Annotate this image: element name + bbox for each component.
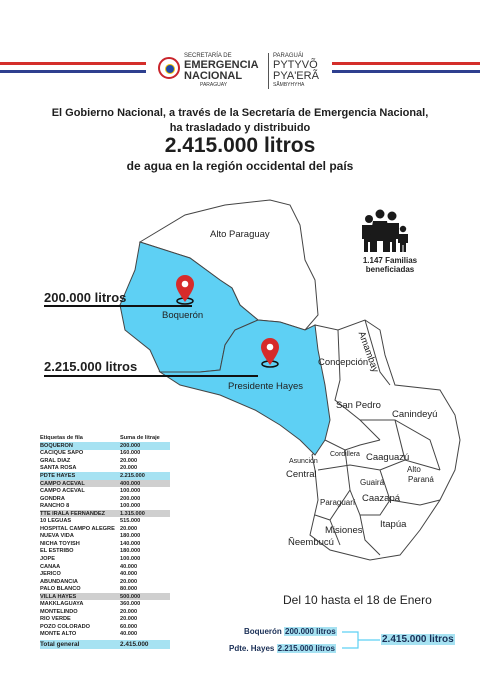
table-cell-value: 40.000 <box>120 571 138 578</box>
table-cell-name: NUEVA VIDA <box>40 533 74 540</box>
table-cell-value: 60.000 <box>120 623 138 630</box>
table-cell-value: 20.000 <box>120 616 138 623</box>
table-row <box>40 570 170 578</box>
table-row <box>40 495 170 503</box>
table-row <box>40 616 170 624</box>
summary-hayes-label: Pdte. Hayes <box>229 644 275 653</box>
table-cell-value: 20.000 <box>120 465 138 472</box>
table-cell-name: RIO VERDE <box>40 616 71 623</box>
table-cell-name: GONDRA <box>40 495 65 502</box>
summary-boqueron-label: Boquerón <box>244 627 282 636</box>
table-cell-value: 180.000 <box>120 548 141 555</box>
guarani-line1: PARAGUÁI <box>273 53 304 59</box>
table-cell-value: 200.000 <box>120 442 141 449</box>
label-amambay: Amambay <box>355 330 381 374</box>
label-caaguazu: Caaguazú <box>366 452 410 463</box>
label-neembucu: Ñeembucú <box>288 537 334 548</box>
table-cell-value: 100.000 <box>120 503 141 510</box>
table-cell-value: 1.315.000 <box>120 510 145 517</box>
table-row <box>40 472 170 480</box>
table-cell-name: HOSPITAL CAMPO ALEGRE <box>40 525 115 532</box>
headline-line2: ha trasladado y distribuido <box>169 122 311 134</box>
hayes-pin-icon <box>261 338 279 367</box>
table-cell-value: 20.000 <box>120 457 138 464</box>
table-cell-name: MONTELINDO <box>40 608 78 615</box>
summary-hayes <box>229 644 336 653</box>
table-cell-value: 20.000 <box>120 525 138 532</box>
org-line4: PARAGUAY <box>200 82 228 88</box>
table-cell-value: 400.000 <box>120 480 141 487</box>
table-cell-name: EL ESTRIBO <box>40 548 74 555</box>
table-cell-name: CAMPO ACEVAL <box>40 480 85 487</box>
table-cell-value: 20.000 <box>120 578 138 585</box>
families-count: 1.147 Familias <box>362 256 418 265</box>
table-cell-name: CAMPO ACEVAL <box>40 488 85 495</box>
table-row <box>40 487 170 495</box>
table-cell-name: PDTE HAYES <box>40 472 76 479</box>
guarani-line3: PYA'ERÃ <box>273 70 319 82</box>
summary-boqueron <box>244 627 337 636</box>
table-row <box>40 442 170 450</box>
table-col1-header: Etiquetas de fila <box>40 434 83 441</box>
table-cell-name: MONTE ALTO <box>40 631 77 638</box>
headline-line3: de agua en la región occidental del país <box>126 159 354 173</box>
table-total-row <box>40 640 170 649</box>
table-cell-name: TTE IRALA FERNANDEZ <box>40 510 106 517</box>
org-line2: EMERGENCIA <box>184 59 259 71</box>
table-row <box>40 525 170 533</box>
table-cell-name: CANAA <box>40 563 61 570</box>
table-row <box>40 600 170 608</box>
table-total-value: 2.415.000 <box>120 641 149 649</box>
date-range: Del 10 hasta el 18 de Enero <box>283 593 432 607</box>
table-row <box>40 533 170 541</box>
table-cell-name: PALO BLANCO <box>40 586 81 593</box>
table-row <box>40 457 170 465</box>
table-row <box>40 585 170 593</box>
table-cell-name: JERICO <box>40 571 61 578</box>
families-caption: beneficiadas <box>365 265 415 274</box>
label-guaira: Guairá <box>360 478 385 487</box>
table-col2-header: Suma de litraje <box>120 434 160 441</box>
table-row <box>40 608 170 616</box>
label-caazapa: Caazapá <box>362 493 401 504</box>
table-cell-value: 20.000 <box>120 608 138 615</box>
table-cell-value: 80.000 <box>120 586 138 593</box>
table-cell-value: 180.000 <box>120 533 141 540</box>
summary-total-value: 2.415.000 litros <box>382 634 454 645</box>
label-alto-paraguay: Alto Paraguay <box>210 229 270 240</box>
table-row <box>40 480 170 488</box>
table-row <box>40 465 170 473</box>
summary-hayes-value: 2.215.000 litros <box>277 644 335 653</box>
label-presidente-hayes: Presidente Hayes <box>228 381 303 392</box>
table-cell-name: POZO COLORADO <box>40 623 91 630</box>
label-san-pedro: San Pedro <box>336 400 381 411</box>
table-cell-value: 500.000 <box>120 593 141 600</box>
table-cell-value: 100.000 <box>120 555 141 562</box>
org-line3: NACIONAL <box>184 70 243 82</box>
table-row <box>40 548 170 556</box>
summary-total <box>381 634 455 645</box>
table-cell-value: 40.000 <box>120 631 138 638</box>
table-row <box>40 578 170 586</box>
table-cell-name: MAKKLAGUAYA <box>40 601 84 608</box>
table-header <box>40 433 170 442</box>
guarani-line2: PYTYVÕ <box>273 59 318 71</box>
label-central: Central <box>286 469 317 480</box>
table-cell-value: 2.215.000 <box>120 472 145 479</box>
label-misiones: Misiones <box>325 525 363 536</box>
table-cell-name: CACIQUE SAPO <box>40 450 84 457</box>
summary-boqueron-value: 200.000 litros <box>285 627 336 636</box>
table-row <box>40 631 170 639</box>
org-line1: SECRETARÍA DE <box>184 53 232 59</box>
label-cordillera: Cordillera <box>330 451 360 458</box>
boqueron-liters-label: 200.000 litros <box>44 290 127 305</box>
table-cell-value: 200.000 <box>120 495 141 502</box>
table-total-label: Total general <box>40 641 80 649</box>
table-row <box>40 502 170 510</box>
table-cell-value: 100.000 <box>120 488 141 495</box>
label-canindeyu: Canindeyú <box>392 409 438 420</box>
label-boqueron: Boquerón <box>162 310 204 321</box>
liters-table <box>40 433 170 649</box>
table-cell-value: 160.000 <box>120 450 141 457</box>
table-row <box>40 540 170 548</box>
family-icon <box>362 210 408 253</box>
table-row <box>40 623 170 631</box>
table-cell-name: BOQUERON <box>40 442 73 449</box>
summary-bracket <box>340 628 380 652</box>
label-concepcion: Concepción <box>318 357 369 368</box>
label-asuncion: Asunción <box>289 458 318 465</box>
label-alto-parana-2: Paraná <box>408 475 434 484</box>
table-body <box>40 442 170 638</box>
table-cell-name: RANCHO 8 <box>40 503 70 510</box>
headline-line1: El Gobierno Nacional, a través de la Secretaría de Emergencia Nacional, <box>51 107 429 119</box>
table-cell-value: 40.000 <box>120 563 138 570</box>
table-cell-name: ABUNDANCIA <box>40 578 78 585</box>
table-cell-name: SANTA ROSA <box>40 465 77 472</box>
headline-amount: 2.415.000 litros <box>164 134 316 157</box>
table-cell-value: 360.000 <box>120 601 141 608</box>
boqueron-pin-icon <box>176 275 194 304</box>
table-row <box>40 510 170 518</box>
table-row <box>40 450 170 458</box>
table-cell-name: VILLA HAYES <box>40 593 77 600</box>
table-cell-name: JOPE <box>40 555 55 562</box>
label-paraguari: Paraguarí <box>320 498 356 507</box>
table-cell-name: NICHA TOYISH <box>40 540 80 547</box>
table-cell-value: 515.000 <box>120 518 141 525</box>
table-cell-value: 140.000 <box>120 540 141 547</box>
label-itapua: Itapúa <box>380 519 407 530</box>
table-cell-name: 10 LEGUAS <box>40 518 72 525</box>
table-row <box>40 555 170 563</box>
hayes-liters-label: 2.215.000 litros <box>44 359 138 374</box>
table-row <box>40 563 170 571</box>
table-row <box>40 593 170 601</box>
guarani-line4: SÃMBYHYHA <box>273 82 305 88</box>
label-alto-parana-1: Alto <box>407 465 421 474</box>
table-cell-name: GRAL DIAZ <box>40 457 71 464</box>
table-row <box>40 517 170 525</box>
